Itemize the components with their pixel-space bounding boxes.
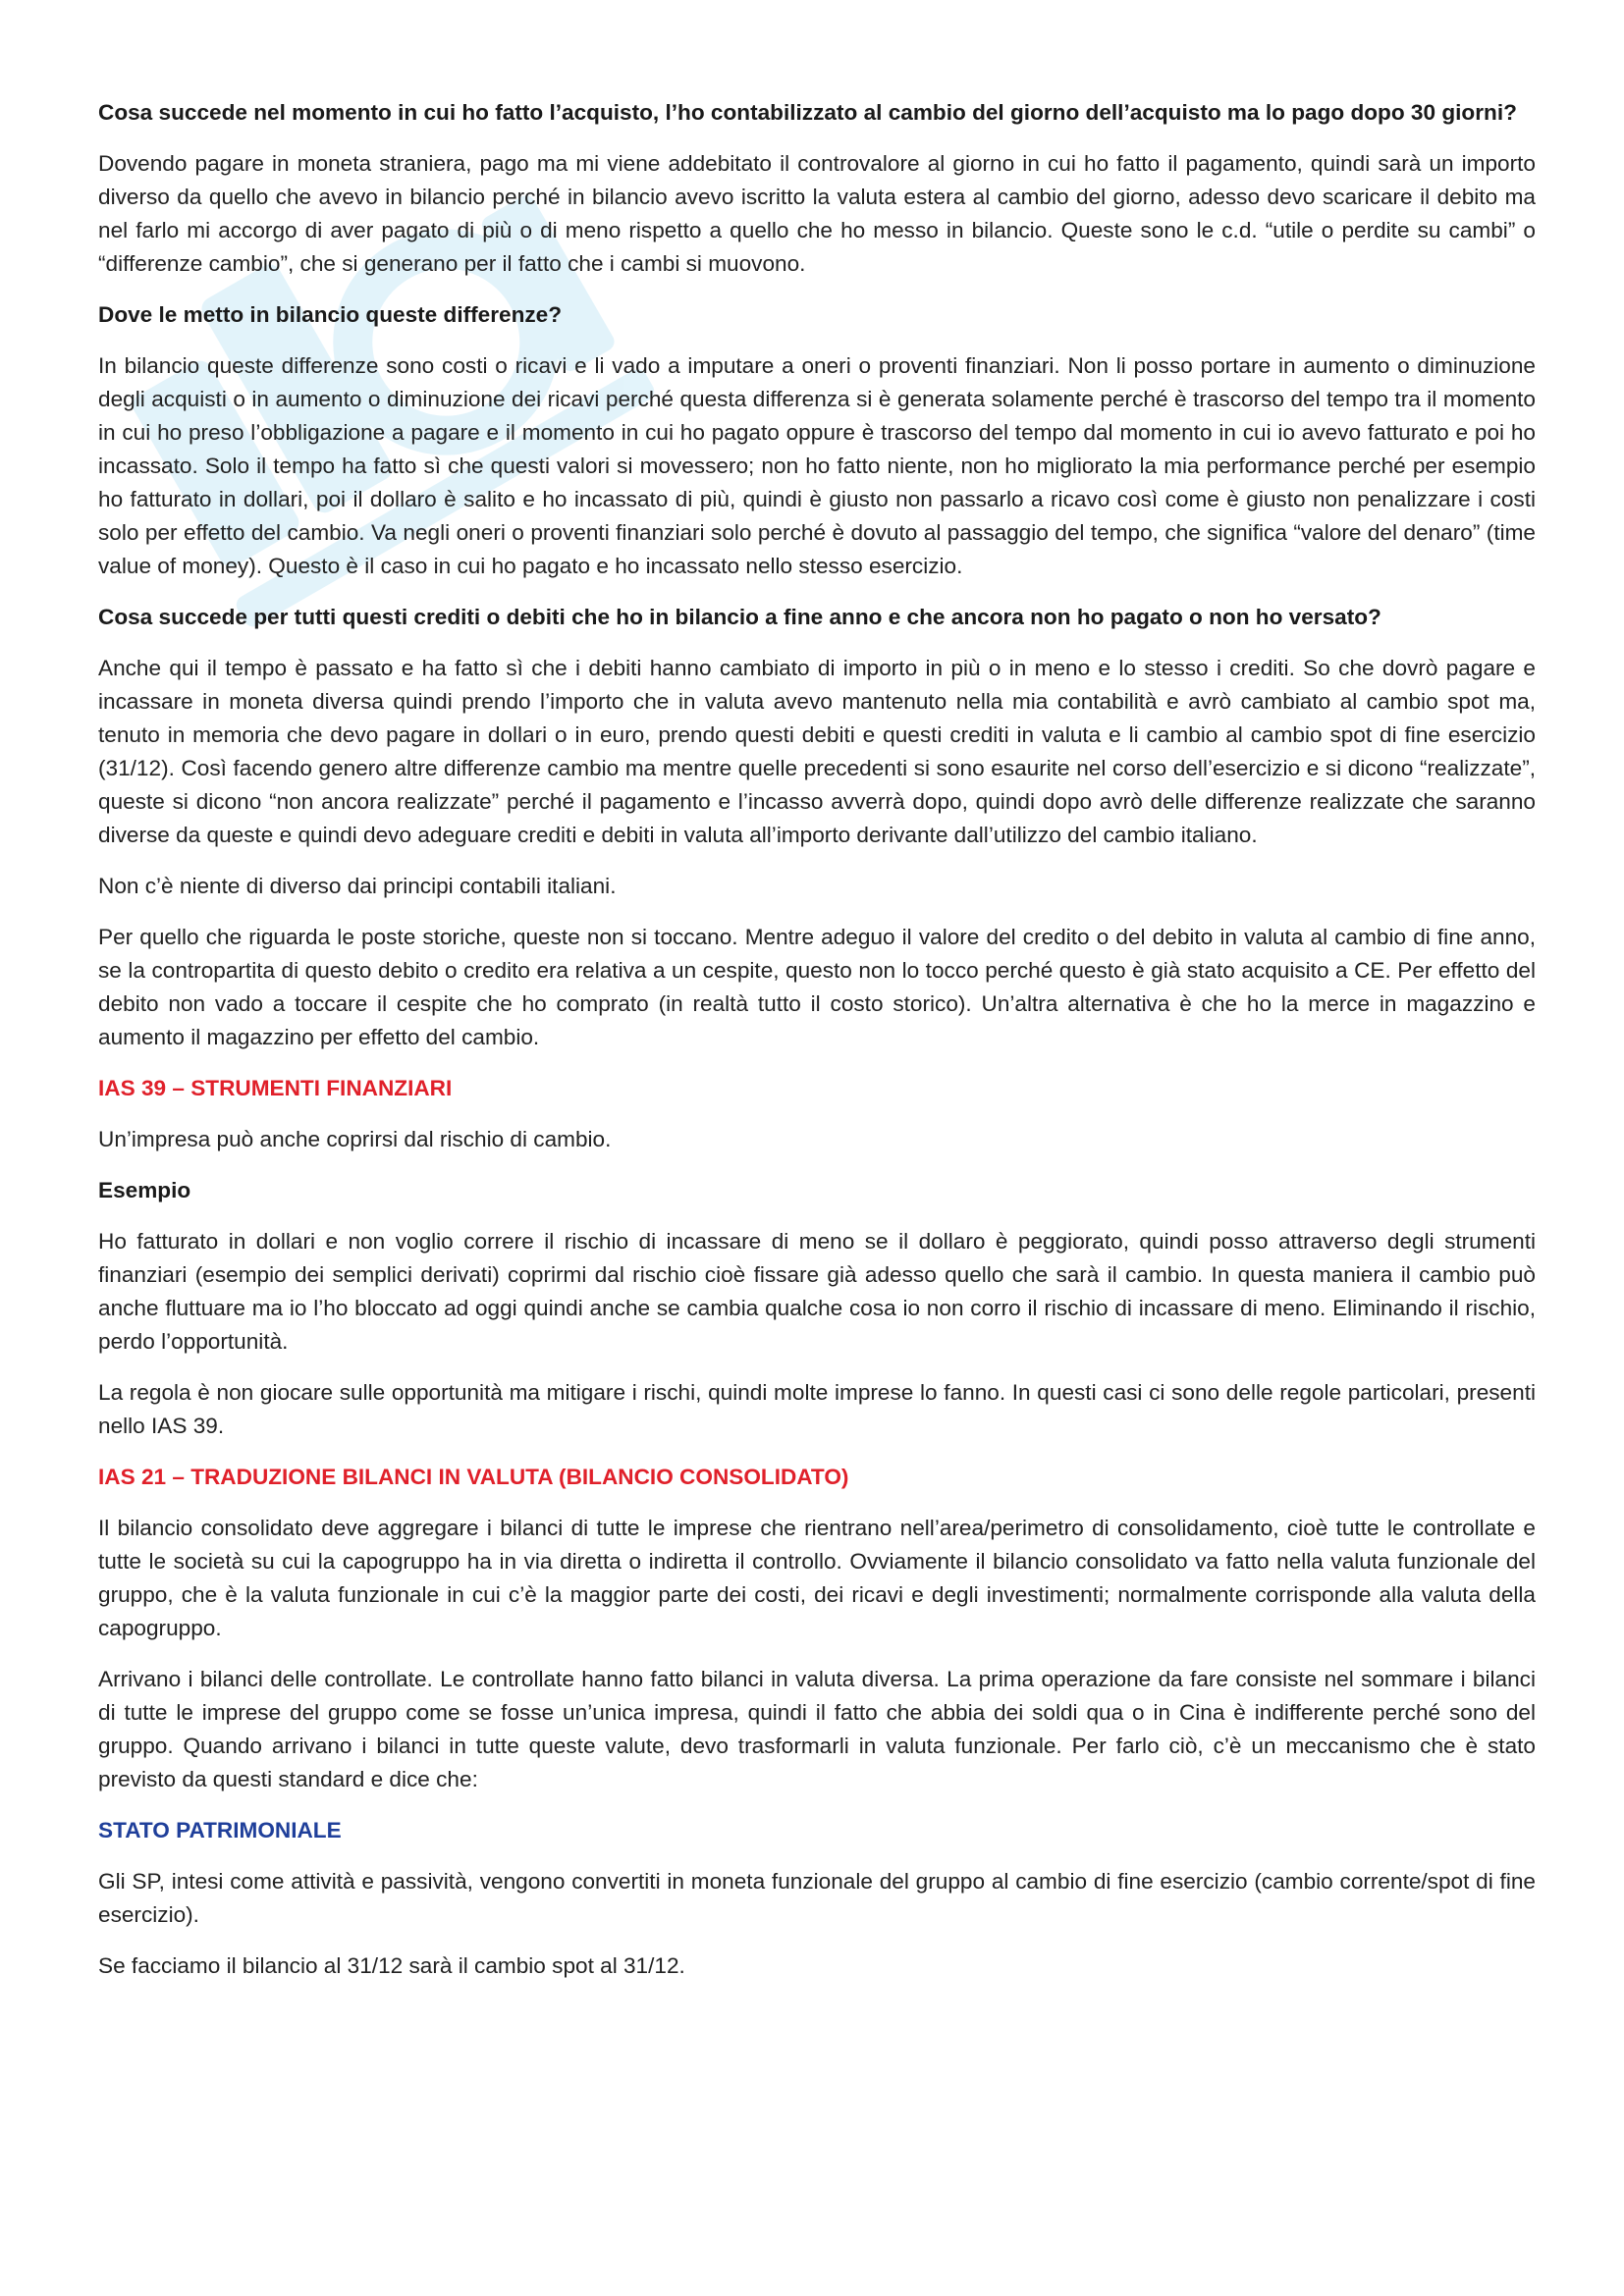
paragraph: Il bilancio consolidato deve aggregare i bilanci di tutte le imprese che rientrano nell’area/perimetro di consolidamento, cioè tutte le controllate e tutte le società su cui la capogruppo ha in via diretta o indiretta il controllo. Ovviamente il bilancio consolidato va fatto nella valuta funzionale del gruppo, che è la valuta funzionale in cui c’è la maggior parte dei costi, dei ricavi e degli investimenti; normalmente corrisponde alla valuta della capogruppo.: [98, 1516, 1536, 1640]
paragraph: Gli SP, intesi come attività e passività, vengono convertiti in moneta funzionale del gruppo al cambio di fine esercizio (cambio corrente/spot di fine esercizio).: [98, 1869, 1536, 1927]
section-heading-ias39: IAS 39 – STRUMENTI FINANZIARI: [98, 1076, 453, 1100]
document-body: [98, 96, 1536, 2001]
paragraph: In bilancio queste differenze sono costi o ricavi e li vado a imputare a oneri o proventi finanziari. Non li posso portare in aumento o diminuzione degli acquisti o in aumento o diminuzione dei ricavi perché questa differenza si è generata solamente perché è trascorso del tempo tra il momento in cui ho preso l’obbligazione a pagare e il momento in cui ho pagato oppure è trascorso del tempo dal momento in cui io avevo fatturato e poi ho incassato. Solo il tempo ha fatto sì che questi valori si movessero; non ho fatto niente, non ho migliorato la mia performance perché per esempio ho fatturato in dollari, poi il dollaro è salito e ho incassato di più, quindi è giusto non passarlo a ricavo così come è giusto non penalizzare i costi solo per effetto del cambio. Va negli oneri o proventi finanziari solo perché è dovuto al passaggio del tempo, che significa “valore del denaro” (time value of money). Questo è il caso in cui ho pagato e ho incassato nello stesso esercizio.: [98, 353, 1536, 578]
section-heading-ias21: IAS 21 – TRADUZIONE BILANCI IN VALUTA (BILANCIO CONSOLIDATO): [98, 1465, 849, 1489]
question-heading: Cosa succede nel momento in cui ho fatto l’acquisto, l’ho contabilizzato al cambio del giorno dell’acquisto ma lo pago dopo 30 giorni?: [98, 100, 1517, 125]
question-heading: Cosa succede per tutti questi crediti o debiti che ho in bilancio a fine anno e che ancora non ho pagato o non ho versato?: [98, 605, 1381, 629]
question-heading: Dove le metto in bilancio queste differenze?: [98, 302, 563, 327]
paragraph: Non c’è niente di diverso dai principi contabili italiani.: [98, 874, 617, 898]
paragraph: Un’impresa può anche coprirsi dal rischio di cambio.: [98, 1127, 612, 1151]
paragraph: Se facciamo il bilancio al 31/12 sarà il cambio spot al 31/12.: [98, 1953, 685, 1978]
paragraph: Arrivano i bilanci delle controllate. Le controllate hanno fatto bilanci in valuta diversa. La prima operazione da fare consiste nel sommare i bilanci di tutte le imprese del gruppo come se fosse un’unica impresa, quindi il fatto che abbia dei soldi qua o in Cina è indifferente perché sono del gruppo. Quando arrivano i bilanci in tutte queste valute, devo trasformarli in valuta funzionale. Per farlo ciò, c’è un meccanismo che è stato previsto da questi standard e dice che:: [98, 1667, 1536, 1791]
paragraph: Ho fatturato in dollari e non voglio correre il rischio di incassare di meno se il dollaro è peggiorato, quindi posso attraverso degli strumenti finanziari (esempio dei semplici derivati) coprirmi dal rischio cioè fissare già adesso quello che sarà il cambio. In questa maniera il cambio può anche fluttuare ma io l’ho bloccato ad oggi quindi anche se cambia qualche cosa io non corro il rischio di incassare di meno. Eliminando il rischio, perdo l’opportunità.: [98, 1229, 1536, 1354]
paragraph: La regola è non giocare sulle opportunità ma mitigare i rischi, quindi molte imprese lo fanno. In questi casi ci sono delle regole particolari, presenti nello IAS 39.: [98, 1380, 1536, 1438]
paragraph: Dovendo pagare in moneta straniera, pago ma mi viene addebitato il controvalore al giorno in cui ho fatto il pagamento, quindi sarà un importo diverso da quello che avevo in bilancio perché in bilancio avevo iscritto la valuta estera al cambio del giorno, adesso devo scaricare il debito ma nel farlo mi accorgo di aver pagato di più o di meno rispetto a quello che ho messo in bilancio. Queste sono le c.d. “utile o perdite su cambi” o “differenze cambio”, che si generano per il fatto che i cambi si muovono.: [98, 151, 1536, 276]
paragraph: Per quello che riguarda le poste storiche, queste non si toccano. Mentre adeguo il valore del credito o del debito in valuta al cambio di fine anno, se la contropartita di questo debito o credito era relativa a un cespite, questo non lo tocco perché questo è già stato acquisito a CE. Per effetto del debito non vado a toccare il cespite che ho comprato (in realtà tutto il costo storico). Un’altra alternativa è che ho la merce in magazzino e aumento il magazzino per effetto del cambio.: [98, 925, 1536, 1049]
paragraph: Anche qui il tempo è passato e ha fatto sì che i debiti hanno cambiato di importo in più o in meno e lo stesso i crediti. So che dovrò pagare e incassare in moneta diversa quindi prendo l’importo che in valuta avevo mantenuto nella mia contabilità e avrò cambiato al cambio spot ma, tenuto in memoria che devo pagare in dollari o in euro, prendo questi debiti e questi crediti in valuta e li cambio al cambio spot di fine esercizio (31/12). Così facendo genero altre differenze cambio ma mentre quelle precedenti si sono esaurite nel corso dell’esercizio e si dicono “realizzate”, queste si dicono “non ancora realizzate” perché il pagamento e l’incasso avverrà dopo, quindi dopo avrò delle differenze realizzate che saranno diverse da queste e quindi devo adeguare crediti e debiti in valuta all’importo derivante dall’utilizzo del cambio italiano.: [98, 656, 1536, 847]
example-heading: Esempio: [98, 1178, 191, 1202]
subsection-heading-stato-patrimoniale: STATO PATRIMONIALE: [98, 1818, 342, 1842]
